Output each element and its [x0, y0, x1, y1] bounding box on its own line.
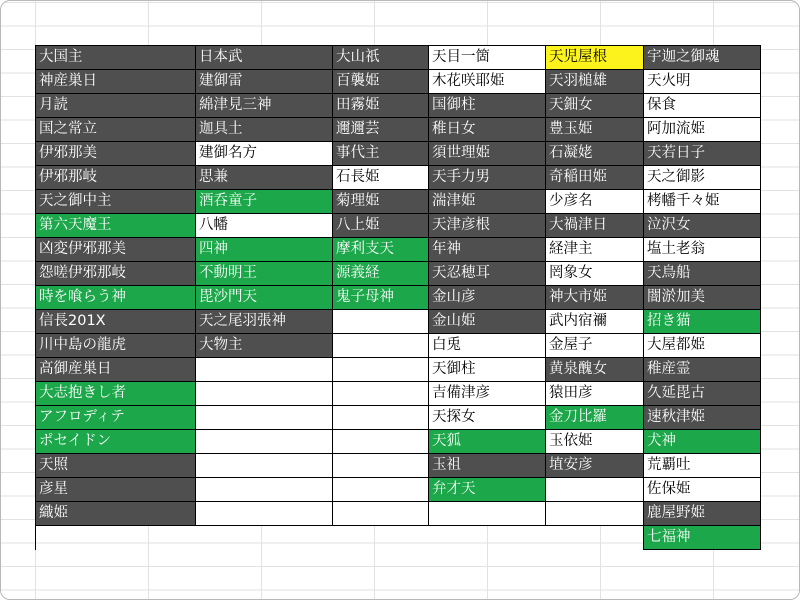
table-cell[interactable]: [196, 358, 333, 382]
table-cell[interactable]: 神大市姫: [546, 286, 644, 310]
table-cell[interactable]: 金山彦: [429, 286, 546, 310]
table-cell[interactable]: 大山祇: [333, 46, 429, 70]
table-cell[interactable]: 奇稲田姫: [546, 166, 644, 190]
table-cell[interactable]: [333, 478, 429, 502]
table-cell[interactable]: 伊邪那美: [36, 142, 196, 166]
table-cell[interactable]: 鹿屋野姫: [644, 502, 761, 526]
table-cell[interactable]: [333, 406, 429, 430]
table-cell[interactable]: 玉祖: [429, 454, 546, 478]
table-cell[interactable]: 天羽槌雄: [546, 70, 644, 94]
table-cell[interactable]: 迦具土: [196, 118, 333, 142]
table-cell[interactable]: 日本武: [196, 46, 333, 70]
table-cell[interactable]: 天探女: [429, 406, 546, 430]
table-cell[interactable]: 阿加流姫: [644, 118, 761, 142]
table-cell[interactable]: 少彦名: [546, 190, 644, 214]
table-cell[interactable]: 天手力男: [429, 166, 546, 190]
table-cell[interactable]: 天狐: [429, 430, 546, 454]
table-cell[interactable]: 建御雷: [196, 70, 333, 94]
table-cell[interactable]: 鬼子母神: [333, 286, 429, 310]
table-cell[interactable]: 犬神: [644, 430, 761, 454]
table-cell[interactable]: 邇邇芸: [333, 118, 429, 142]
table-cell[interactable]: 怨嗟伊邪那岐: [36, 262, 196, 286]
table-cell[interactable]: 栲幡千々姫: [644, 190, 761, 214]
table-cell[interactable]: [196, 430, 333, 454]
table-cell[interactable]: 猿田彦: [546, 382, 644, 406]
table-cell[interactable]: 八幡: [196, 214, 333, 238]
table-cell[interactable]: 天目一箇: [429, 46, 546, 70]
table-cell[interactable]: 建御名方: [196, 142, 333, 166]
table-cell[interactable]: 天之尾羽張神: [196, 310, 333, 334]
table-cell[interactable]: 天忍穂耳: [429, 262, 546, 286]
table-cell[interactable]: 酒呑童子: [196, 190, 333, 214]
table-cell[interactable]: 豊玉姫: [546, 118, 644, 142]
table-cell[interactable]: [333, 502, 429, 526]
table-cell[interactable]: 大屋都姫: [644, 334, 761, 358]
table-cell[interactable]: 金山姫: [429, 310, 546, 334]
table-cell[interactable]: [429, 502, 546, 526]
table-cell[interactable]: 菊理姫: [333, 190, 429, 214]
table-cell[interactable]: 不動明王: [196, 262, 333, 286]
table-cell[interactable]: 須世理姫: [429, 142, 546, 166]
table-cell[interactable]: [333, 358, 429, 382]
table-cell[interactable]: 金刀比羅: [546, 406, 644, 430]
table-cell[interactable]: 事代主: [333, 142, 429, 166]
table-cell[interactable]: 伊邪那岐: [36, 166, 196, 190]
table-cell[interactable]: 稚産霊: [644, 358, 761, 382]
table-cell[interactable]: 稚日女: [429, 118, 546, 142]
table-cell[interactable]: 佐保姫: [644, 478, 761, 502]
table-cell[interactable]: 天火明: [644, 70, 761, 94]
table-cell[interactable]: [196, 478, 333, 502]
table-cell[interactable]: 織姫: [36, 502, 196, 526]
table-cell[interactable]: 年神: [429, 238, 546, 262]
table-cell[interactable]: 速秋津姫: [644, 406, 761, 430]
table-cell[interactable]: 七福神: [643, 526, 761, 550]
table-cell[interactable]: 白兎: [429, 334, 546, 358]
table-cell[interactable]: 思兼: [196, 166, 333, 190]
table-cell[interactable]: 金屋子: [546, 334, 644, 358]
table-cell[interactable]: 天鈿女: [546, 94, 644, 118]
table-cell[interactable]: アフロディテ: [36, 406, 196, 430]
table-cell[interactable]: 吉備津彦: [429, 382, 546, 406]
table-cell[interactable]: 天照: [36, 454, 196, 478]
table-cell[interactable]: 時を喰らう神: [36, 286, 196, 310]
table-cell[interactable]: 月読: [36, 94, 196, 118]
table-cell[interactable]: [333, 382, 429, 406]
table-cell[interactable]: 天御柱: [429, 358, 546, 382]
table-cell[interactable]: [196, 454, 333, 478]
table-cell[interactable]: 石凝姥: [546, 142, 644, 166]
deity-table: [35, 45, 761, 550]
table-cell[interactable]: 綿津見三神: [196, 94, 333, 118]
table-cell[interactable]: 経津主: [546, 238, 644, 262]
table-cell[interactable]: 田霧姫: [333, 94, 429, 118]
table-cell[interactable]: 川中島の龍虎: [36, 334, 196, 358]
table-cell[interactable]: [333, 310, 429, 334]
table-cell[interactable]: 四神: [196, 238, 333, 262]
table-cell[interactable]: 毘沙門天: [196, 286, 333, 310]
table-cell[interactable]: 天若日子: [644, 142, 761, 166]
table-cell[interactable]: 大国主: [36, 46, 196, 70]
table-cell[interactable]: 保食: [644, 94, 761, 118]
table-cell[interactable]: 天之御中主: [36, 190, 196, 214]
table-cell[interactable]: 大禍津日: [546, 214, 644, 238]
table-cell[interactable]: 宇迦之御魂: [644, 46, 761, 70]
table-cell[interactable]: 塩土老翁: [644, 238, 761, 262]
table-cell[interactable]: 源義経: [333, 262, 429, 286]
table-cell[interactable]: 百襲姫: [333, 70, 429, 94]
table-cell[interactable]: 凶変伊邪那美: [36, 238, 196, 262]
table-cell[interactable]: 湍津姫: [429, 190, 546, 214]
table-cell[interactable]: 神産巣日: [36, 70, 196, 94]
table-cell[interactable]: 大物主: [196, 334, 333, 358]
table-cell[interactable]: 武内宿禰: [546, 310, 644, 334]
table-cell[interactable]: [333, 334, 429, 358]
table-cell[interactable]: 国御柱: [429, 94, 546, 118]
table-cell[interactable]: 八上姫: [333, 214, 429, 238]
table-cell[interactable]: 天津彦根: [429, 214, 546, 238]
table-cell[interactable]: [546, 502, 644, 526]
table-cell[interactable]: 彦星: [36, 478, 196, 502]
table-cell[interactable]: 荒覇吐: [644, 454, 761, 478]
table-cell[interactable]: 天之御影: [644, 166, 761, 190]
table-cell[interactable]: [196, 502, 333, 526]
table-cell[interactable]: 罔象女: [546, 262, 644, 286]
table-cell[interactable]: 弁才天: [429, 478, 546, 502]
table-cell[interactable]: 信長201X: [36, 310, 196, 334]
table-cell[interactable]: 天児屋根: [546, 46, 644, 70]
table-cell[interactable]: 木花咲耶姫: [429, 70, 546, 94]
table-cell[interactable]: [333, 430, 429, 454]
table-cell[interactable]: 天鳥船: [644, 262, 761, 286]
table-cell[interactable]: 久延毘古: [644, 382, 761, 406]
table-cell[interactable]: 第六天魔王: [36, 214, 196, 238]
table-cell[interactable]: 招き猫: [644, 310, 761, 334]
table-cell[interactable]: [333, 454, 429, 478]
table-cell[interactable]: 大志抱きし者: [36, 382, 196, 406]
table-cell[interactable]: [196, 406, 333, 430]
table-cell[interactable]: 摩利支天: [333, 238, 429, 262]
table-cell[interactable]: 玉依姫: [546, 430, 644, 454]
table-cell[interactable]: [546, 478, 644, 502]
table-cell[interactable]: 闇淤加美: [644, 286, 761, 310]
table-cell[interactable]: 泣沢女: [644, 214, 761, 238]
table-cell[interactable]: 埴安彦: [546, 454, 644, 478]
table-cell[interactable]: 黄泉醜女: [546, 358, 644, 382]
table-cell[interactable]: 高御産巣日: [36, 358, 196, 382]
table-cell[interactable]: 国之常立: [36, 118, 196, 142]
table-cell[interactable]: 石長姫: [333, 166, 429, 190]
table-cell[interactable]: ポセイドン: [36, 430, 196, 454]
table-cell[interactable]: [196, 382, 333, 406]
